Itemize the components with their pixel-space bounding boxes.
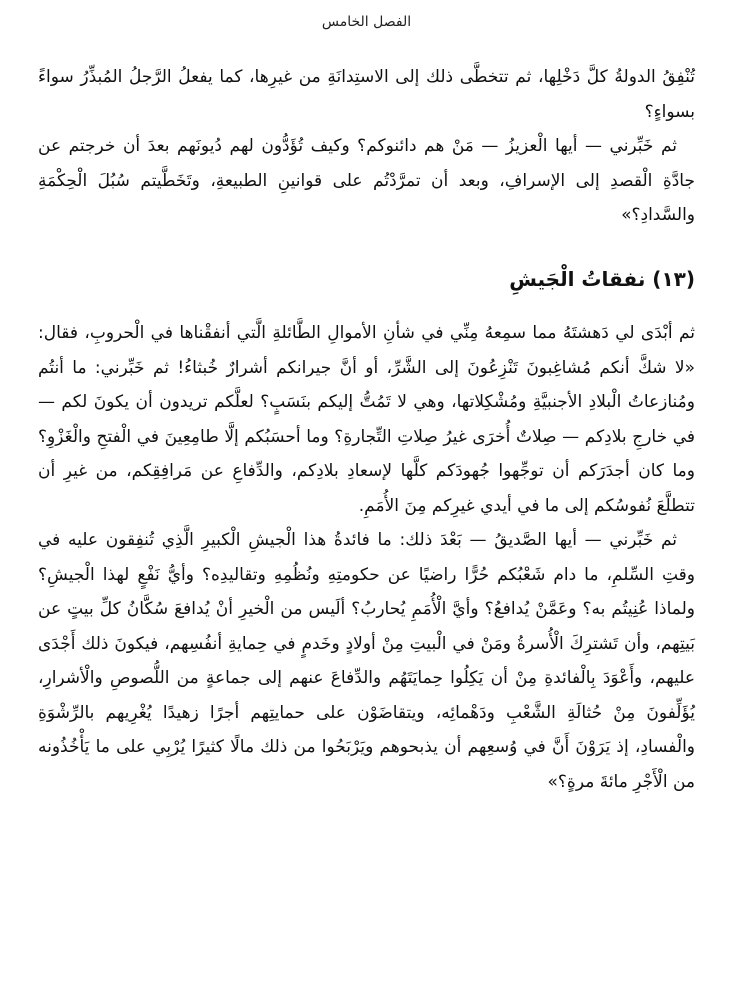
bottom-text-block <box>38 316 695 799</box>
top-text-block <box>38 60 695 233</box>
paragraph: ثم أبْدَى لي دَهشتَهُ مما سمِعهُ مِنِّي في شأنِ الأموالِ الطَّائلةِ الَّتي أنفقْناها في الْحروبِ، فقال: «لا شكَّ أنكم مُشاغِبونَ تَنْزِعُونَ إلى الشَّرِّ، أو أنَّ جيرانكم أشرارٌ خُبثاءُ! ثم خَبِّرني: ما أنتُم ومُنازعاتُ الْبلادِ الأجنبيَّةِ ومُشْكِلاتها، وهي لا تَمُتُّ إليكم بنَسَبٍ؟ لعلَّكم تريدون أن يكونَ لكم — في خارجِ بلادِكم — صِلاتٌ أُخرَى غيرُ صِلاتِ التِّجارةِ؟ وما أحسَبُكم إلَّا طامِعِينَ في الْفتحِ والْغَزْوِ؟ وما كان أجدَرَكم أن توجِّهوا جُهودَكم كلَّها لإسعادِ بلادِكم، والدِّفاعِ عن مَرافِقِكم، من غيرِ أن تتطلَّعَ نُفوسُكم إلى ما في أيدي غيرِكم مِنَ الأُمَمِ. <box>38 323 695 516</box>
running-head: الفصل الخامس <box>321 14 412 30</box>
paragraph: تُنْفِقُ الدولةُ كلَّ دَخْلِها، ثم تتخطَّى ذلك إلى الاستِدانَةِ من غيرِها، كما يفعلُ الرَّجلُ المُبذِّرُ سواءً بسواءٍ؟ <box>38 67 695 122</box>
paragraph: ثم خَبِّرني — أيها الصَّديقُ — بَعْدَ ذلك: ما فائدةُ هذا الْجيشِ الْكبيرِ الَّذِي تُنفِقون عليه في وقتِ السِّلمِ، ما دام شَعْبُكم حُرًّا راضيًا عن حكومتِهِ ونُظُمِهِ وتقاليدِه؟ وأيُّ نَفْعٍ لهذا الْجيشِ؟ ولماذا عُنِيتُم به؟ وعَمَّنْ يُدافعُ؟ وأيَّ الْأُمَمِ يُحاربُ؟ ألَيس من الْخيرِ أنْ يُدافعَ سُكَّانُ كلِّ بيتٍ عن بَيتِهم، وأن تَشترِكَ الْأُسرةُ ومَنْ في الْبيتِ مِنْ أولادٍ وخَدمٍ في حِمايةِ أنفُسِهم، فيكونَ ذلك أَجْدَى عليهم، وأَعْوَدَ بِالْفائدةِ مِنْ أن يَكِلُوا حِمايَتَهُم والدِّفاعَ عنهم إلى جماعةٍ من اللُّصوصِ والْأشرارِ، يُؤَلِّفونَ مِنْ حُثالَةِ الشَّعْبِ ودَهْمائِه، ويتقاضَوْن على حمايتِهم أجرًا زهيدًا يُغْرِيهم بالرِّشْوَةِ والْفسادِ، إذ يَرَوْنَ أَنَّ في وُسعِهم أن يذبحوهم ويَرْبَحُوا من ذلك مالًا كثيرًا يُرْبِي على ما يَأْخُذُونه من الْأَجْرِ مائةَ مرةٍ؟» <box>38 530 695 792</box>
section-heading: (١٣) نفقاتُ الْجَيشِ <box>509 267 695 291</box>
book-page <box>38 0 695 1000</box>
paragraph: ثم خَبِّرني — أيها الْعزيزُ — مَنْ هم دائنوكم؟ وكيف تُؤَدُّون لهم دُيونَهم بعدَ أن خرجتم عن جادَّةِ الْقصدِ إلى الإسرافِ، وبعد أن تمرَّدْتُم على قوانينِ الطبيعةِ، وتَخَطَّيتم سُبُلَ الْحِكْمَةِ والسَّدادِ؟» <box>38 136 695 225</box>
